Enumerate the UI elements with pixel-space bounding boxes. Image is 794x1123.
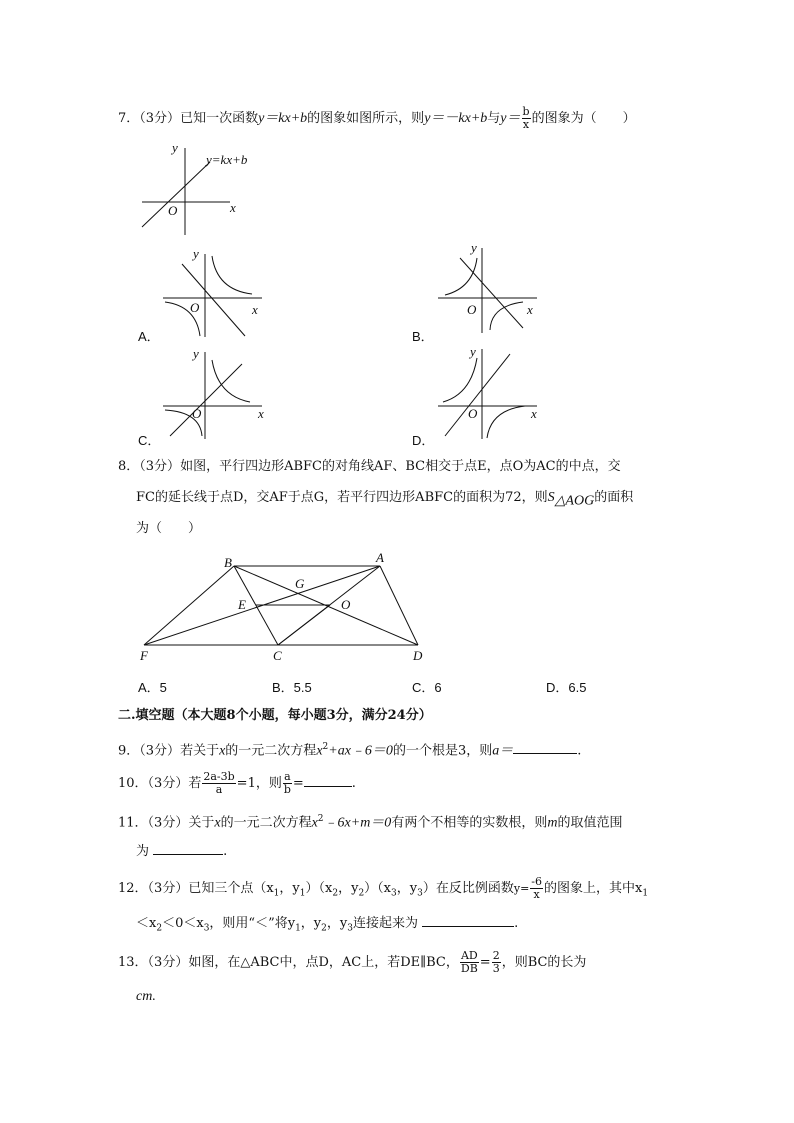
svg-text:D: D <box>413 648 423 663</box>
q7-option-a[interactable]: A． <box>138 329 160 344</box>
q12-stem-line2: $<x_2<0<x_3$，则用“＜”将$y_1$，$y_2$，$y_3$连接起来为 . <box>136 916 519 934</box>
svg-text:y: y <box>470 344 476 359</box>
q7-option-d[interactable]: D． <box>412 433 435 448</box>
q12-stem-line1: 12．（3分）已知三个点（$x_1$，$y_1)(x_2$，$y_2)(x_3$，$y_3$）在反比例函数y= $\frac{-6}{x}$ 的图象上，其中$x_1$ <box>118 875 649 901</box>
q11-stem-line1: 11．（3分）关于x的一元二次方程$x^2﹣6x+m=0$有两个不相等的实数根，则m的取值范围 <box>118 814 623 831</box>
q7-graph-b <box>435 240 545 335</box>
q11-stem-line2: 为 . <box>136 844 228 859</box>
svg-text:y: y <box>193 346 199 361</box>
q9-stem: 9．（3分）若关于x的一元二次方程$x^2+ax﹣6=0$的一个根是3，则a＝ . <box>118 742 582 759</box>
svg-text:x: x <box>258 406 264 421</box>
q13-stem-line2: cm. <box>136 989 156 1004</box>
svg-text:C: C <box>273 648 282 663</box>
svg-text:x: x <box>531 406 537 421</box>
q8-option-a[interactable]: A．5 <box>138 680 167 695</box>
q9-answer-blank[interactable] <box>513 741 577 754</box>
q7-graph-a <box>160 244 270 339</box>
q8-option-d[interactable]: D．6.5 <box>546 680 587 695</box>
svg-text:y=kx+b: y=kx+b <box>206 152 248 167</box>
q7-stem: 7．（3分）已知一次函数y＝kx+b的图象如图所示，则y＝－kx+b与y＝ $\frac{b}{x}$ 的图象为（ ） <box>118 105 636 131</box>
svg-text:O: O <box>168 203 178 218</box>
svg-text:O: O <box>468 406 478 421</box>
svg-text:B: B <box>224 555 232 570</box>
q8-stem-line3: 为（ ） <box>136 521 202 536</box>
section-title: 二.填空题（本大题8个小题，每小题3分，满分24分） <box>118 708 432 723</box>
q8-option-c[interactable]: C．6 <box>412 680 442 695</box>
q7-main-graph <box>130 140 280 240</box>
q10-answer-blank[interactable] <box>304 774 352 787</box>
q7-option-c[interactable]: C． <box>138 433 161 448</box>
svg-text:E: E <box>238 597 246 612</box>
q7-graph-c <box>160 344 270 444</box>
q11-answer-blank[interactable] <box>153 842 223 855</box>
q12-answer-blank[interactable] <box>422 914 514 927</box>
q8-stem-line2: FC的延长线于点D，交AF于点G，若平行四边形ABFC的面积为72，则$S_{\triangle AOG}$的面积 <box>136 490 634 509</box>
svg-text:x: x <box>230 200 236 215</box>
svg-text:A: A <box>376 550 384 565</box>
q8-stem-line1: 8．（3分）如图，平行四边形ABFC的对角线AF、BC相交于点E，点O为AC的中点，交 <box>118 459 621 474</box>
q7-graph-d <box>435 344 545 444</box>
svg-text:y: y <box>193 246 199 261</box>
svg-text:G: G <box>295 576 305 591</box>
svg-text:y: y <box>471 240 477 255</box>
q8-option-b[interactable]: B．5.5 <box>272 680 312 695</box>
svg-text:O: O <box>341 597 351 612</box>
q8-figure <box>130 548 440 666</box>
svg-text:x: x <box>252 302 258 317</box>
svg-text:y: y <box>172 140 178 155</box>
q13-stem-line1: 13．（3分）如图，在△ABC中，点D，AC上，若DE∥BC， $\frac{AD}{DB}$ = $\frac{2}{3}$ ，则BC的长为 <box>118 949 587 975</box>
svg-text:O: O <box>192 406 202 421</box>
svg-text:x: x <box>527 302 533 317</box>
svg-text:O: O <box>190 300 200 315</box>
q10-stem: 10．（3分）若 $\frac{2a-3b}{a}$ =1，则 $\frac{a}{b}$ = . <box>118 770 356 796</box>
svg-text:F: F <box>140 648 148 663</box>
svg-text:O: O <box>467 302 477 317</box>
q7-option-b[interactable]: B． <box>412 329 434 344</box>
